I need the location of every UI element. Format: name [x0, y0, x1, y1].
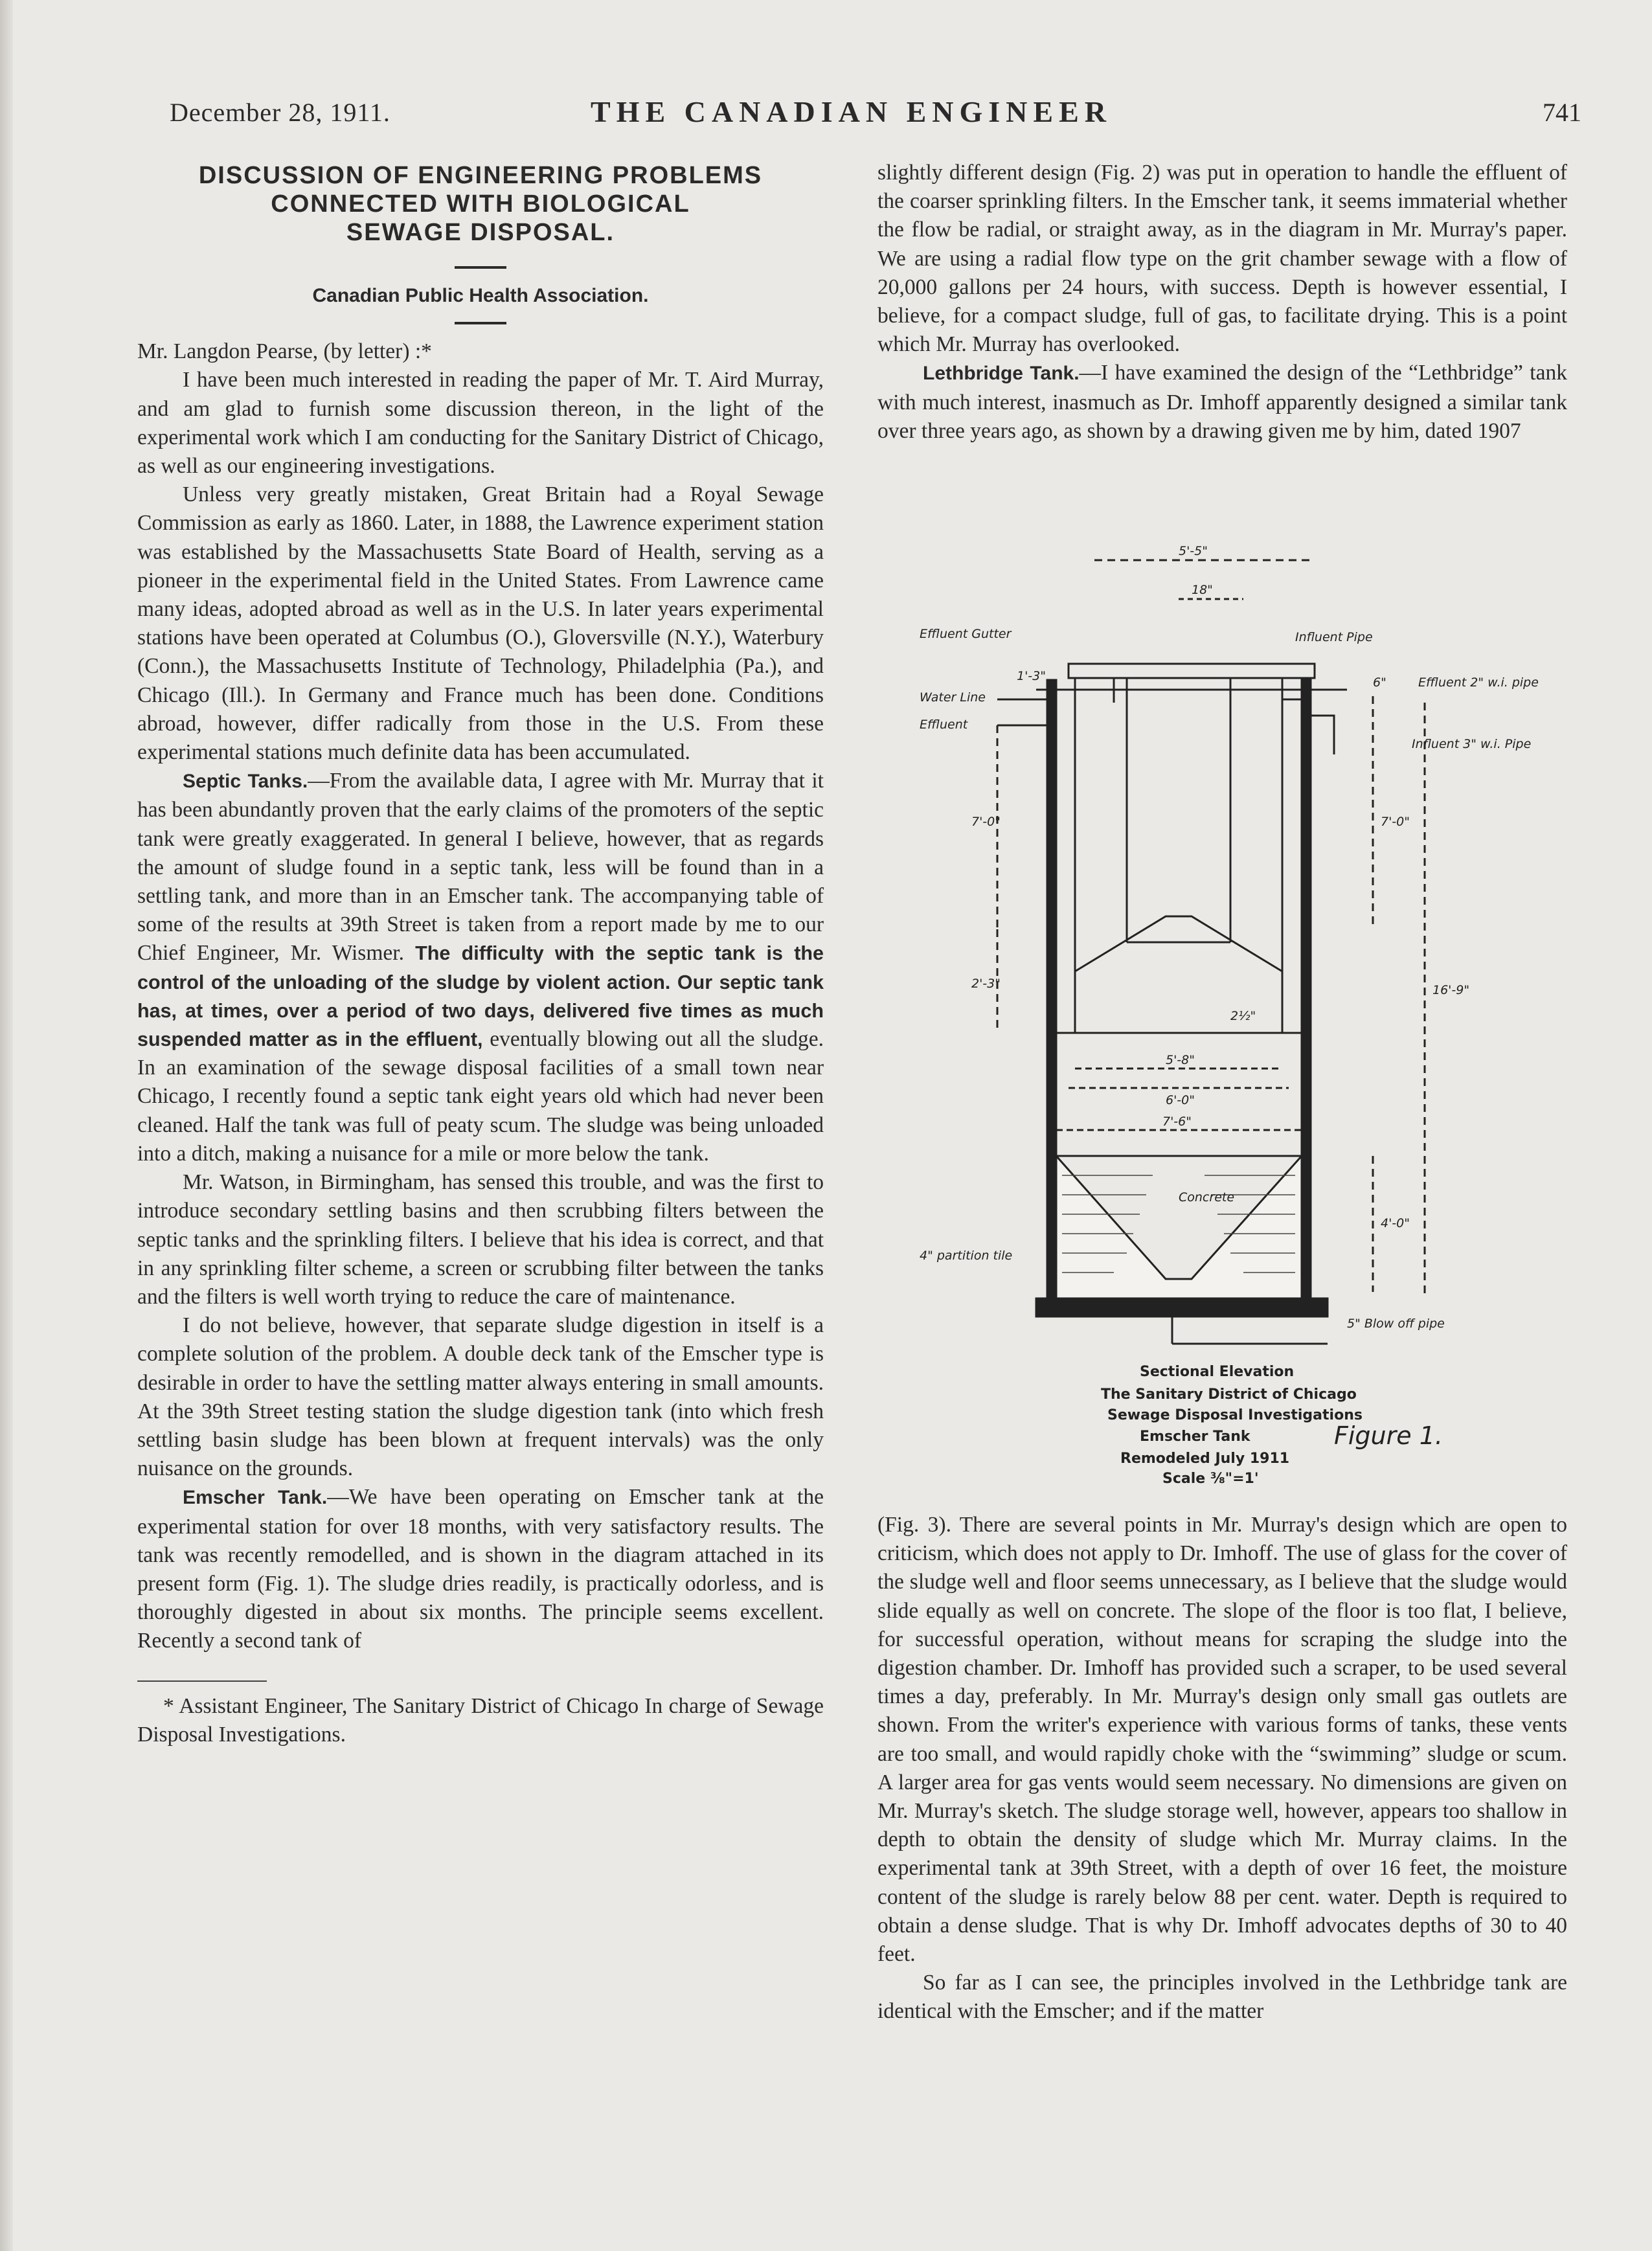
lethbridge-heading: Lethbridge Tank.: [923, 363, 1080, 385]
tank-drawing: [920, 541, 1580, 1506]
footnote: [137, 1692, 824, 1749]
issue-date: December 28, 1911.: [170, 98, 390, 127]
left-wall: [1047, 680, 1056, 1305]
paragraph: So far as I can see, the principles involved in the Lethbridge tank are identical with the Emscher; and if the matter: [877, 1971, 1567, 2024]
running-header: [170, 97, 1581, 142]
right-column-top: [877, 159, 1567, 446]
dim-2-3-label: 2'-3": [971, 977, 1001, 991]
emscher-heading: Emscher Tank.: [183, 1487, 328, 1509]
page-binding-edge: [0, 0, 13, 2251]
dim-5-8: 5'-8": [1166, 1053, 1195, 1067]
caption-line-6: Scale ⅜"=1': [1162, 1471, 1259, 1487]
emscher-text: —We have been operating on Emscher tank at the experimental station for over 18 months, with very satisfactory results. The tank was recently remodelled, and is shown in the diagram attached in its present form (Fig. 1). The sludge dries readily, is practically odorless, and is thoroughly digested in about six months. The principle seems excellent. Recently a second tank of: [137, 1485, 824, 1653]
lethbridge-paragraph: [877, 359, 1567, 446]
paragraph: (Fig. 3). There are several points in Mr. Murray's design which are open to criticism, which does not apply to Dr. Imhoff. The use of glass for the cover of the sludge well and floor seems unnecessary, as I believe that the sludge would slide equally as well on concrete. The slope of the floor is too flat, I believe, for successful operation, without means for scraping the sludge into the digestion chamber. Dr. Imhoff has provided such a scraper, to be used several times a day, preferably. In Mr. Murray's design only small gas outlets are shown. From the writer's experience with various forms of tanks, these vents are too small, and would rapidly choke with the “swimming” sludge or scum. A larger area for gas vents would seem necessary. No dimensions are given on Mr. Murray's sketch. The sludge storage well, however, appears too shallow in depth to obtain the density of sludge which Mr. Murray claims. In the experimental tank at 39th Street, with a depth of over 16 feet, the moisture content of the sludge is rarely below 88 per cent. water. Depth is required to obtain a dense sludge. That is why Dr. Imhoff advocates depths of 30 to 40 feet.: [877, 1513, 1567, 1967]
author-line: Mr. Langdon Pearse, (by letter) :*: [137, 339, 432, 364]
figure-label: Figure 1.: [1334, 1421, 1443, 1450]
dim-6: 6": [1373, 675, 1386, 690]
effluent-pipe-line: [1311, 716, 1334, 754]
right-wall: [1302, 680, 1311, 1305]
label-effluent-pipe: Effluent 2" w.i. pipe: [1418, 675, 1539, 690]
title-line: DISCUSSION OF ENGINEERING PROBLEMS: [198, 162, 763, 189]
footnote-rule: [137, 1680, 267, 1682]
septic-text: —From the available data, I agree with Mr. Murray that it has been abundantly proven that the early claims of the promoters of the septic tank were greatly exaggerated. In general I believe, however, that as regards the amount of sludge found in a septic tank, less will be found than in a settling tank, and more than in an Emscher tank. The accompanying table of some of the results at 39th Street is taken from a report made by me to our Chief Engineer, Mr. Wismer.: [137, 769, 824, 966]
septic-bold-text: The difficulty with the septic tank is the control of the unloading of the sludge by violent action. Our septic tank has, at times, over a period of two days, delivered five times as much suspended matter as in the effluent,: [137, 942, 824, 1051]
top-beam: [1069, 664, 1315, 678]
paragraph: Mr. Watson, in Birmingham, has sensed this trouble, and was the first to introduce secondary settling basins and then scrubbing filters between the septic tanks and the sprinkling filters. I believe that his idea is correct, and that in any sprinkling filter scheme, a screen or scrubbing filter between the tanks and the filters is well worth trying to reduce the care of maintenance.: [137, 1170, 824, 1309]
label-partition-tile: 4" partition tile: [920, 1249, 1013, 1263]
dim-16-9-label: 16'-9": [1432, 983, 1470, 997]
byline: Canadian Public Health Association.: [312, 285, 649, 306]
journal-title: THE CANADIAN ENGINEER: [591, 95, 1112, 128]
figure-1-emscher-tank: [920, 541, 1580, 1506]
page-number: 741: [1543, 98, 1581, 127]
funnel-top: [1075, 916, 1282, 971]
label-influent-3-pipe: Influent 3" w.i. Pipe: [1412, 737, 1532, 751]
paragraph: Unless very greatly mistaken, Great Britain had a Royal Sewage Commission as early as 1860. Later, in 1888, the Lawrence experiment station was established by the Massachusetts State Board of Health, serving as a pioneer in the experimental field in the United States. From Lawrence came many ideas, adopted abroad as well as in the U.S. In later years experimental stations have been operated at Columbus (O.), Gloversville (N.Y.), Waterbury (Conn.), the Massachusetts Institute of Technology, Philadelphia (Pa.), and Chicago (Ill.). In Germany and France much has been done. Conditions abroad, however, differ radically from those in the U.S. From these experimental stations much definite data has been accumulated.: [137, 482, 824, 765]
paragraph: slightly different design (Fig. 2) was put in operation to handle the effluent of the coarser sprinkling filters. In the Emscher tank, it seems immaterial whether the flow be radial, or straight away, as in the diagram in Mr. Murray's paper. We are using a radial flow type on the grit chamber sewage with a flow of 20,000 gallons per 24 hours, with success. Depth is however essential, I believe, for a compact sludge, full of gas, to facilitate drying. This is a point which Mr. Murray has overlooked.: [877, 161, 1567, 357]
paragraph: I have been much interested in reading the paper of Mr. T. Aird Murray, and am glad to furnish some discussion thereon, in the light of the experimental work which I am conducting for the Sanitary District of Chicago, as well as our engineering investigations.: [137, 368, 824, 479]
septic-text-continued: eventually blowing out all the sludge. In an examination of the sewage disposal facilities of a small town near Chicago, I recently found a septic tank eight years old which had never been cleaned. Half the tank was full of peaty scum. The sludge was being unloaded into a ditch, making a nuisance for a mile or more below the tank.: [137, 1027, 824, 1166]
title-line: SEWAGE DISPOSAL.: [346, 219, 615, 246]
dim-5-5: 5'-5": [1179, 544, 1208, 558]
right-column-bottom: [877, 1511, 1567, 2026]
caption-line-5: Remodeled July 1911: [1120, 1451, 1290, 1467]
label-effluent-gutter: Effluent Gutter: [920, 627, 1012, 641]
funnel-box: [1075, 971, 1282, 1033]
dim-7-6: 7'-6": [1162, 1114, 1192, 1129]
septic-heading: Septic Tanks.: [183, 771, 308, 793]
caption-line-3: Sewage Disposal Investigations: [1107, 1407, 1363, 1423]
article-title: [137, 161, 824, 247]
dim-18: 18": [1192, 583, 1213, 597]
byline-rule: [455, 322, 506, 324]
sludge-hopper: [1056, 1156, 1302, 1298]
label-water-line: Water Line: [920, 690, 986, 705]
label-influent-pipe: Influent Pipe: [1295, 630, 1373, 644]
left-column: [137, 159, 824, 1749]
emscher-paragraph: [137, 1483, 824, 1655]
label-concrete: Concrete: [1179, 1190, 1235, 1205]
lethbridge-text: —I have examined the design of the “Lethbridge” tank with much interest, inasmuch as Dr. Imhoff apparently designed a similar tank over three years ago, as shown by a drawing given me by him, dated 1907: [877, 361, 1567, 443]
caption-line-4: Emscher Tank: [1140, 1429, 1250, 1445]
dim-7-0-right-label: 7'-0": [1381, 815, 1410, 829]
septic-paragraph: [137, 767, 824, 1168]
caption-line-1: Sectional Elevation: [1140, 1364, 1295, 1380]
dim-4-0-label: 4'-0": [1381, 1216, 1410, 1230]
label-effluent: Effluent: [920, 718, 968, 732]
footing: [1036, 1298, 1328, 1317]
dim-2-half: 2½": [1230, 1009, 1256, 1023]
dim-1-3: 1'-3": [1017, 669, 1046, 683]
paragraph: I do not believe, however, that separate sludge digestion in itself is a complete solution of the problem. A double deck tank of the Emscher type is desirable in order to have the settling matter always entering in small amounts. At the 39th Street testing station the sludge digestion tank (into which fresh settling basin sludge has been blown at frequent intervals) was the only nuisance on the grounds.: [137, 1313, 824, 1481]
dim-7-0-left-label: 7'-0": [971, 815, 1001, 829]
caption-line-2: The Sanitary District of Chicago: [1101, 1386, 1357, 1403]
dim-6-0: 6'-0": [1166, 1093, 1195, 1107]
label-blow-off-pipe: 5" Blow off pipe: [1347, 1317, 1445, 1331]
title-rule: [455, 266, 506, 269]
title-line: CONNECTED WITH BIOLOGICAL: [271, 190, 690, 218]
footnote-text: * Assistant Engineer, The Sanitary District of Chicago In charge of Sewage Disposal Investigations.: [137, 1693, 824, 1747]
